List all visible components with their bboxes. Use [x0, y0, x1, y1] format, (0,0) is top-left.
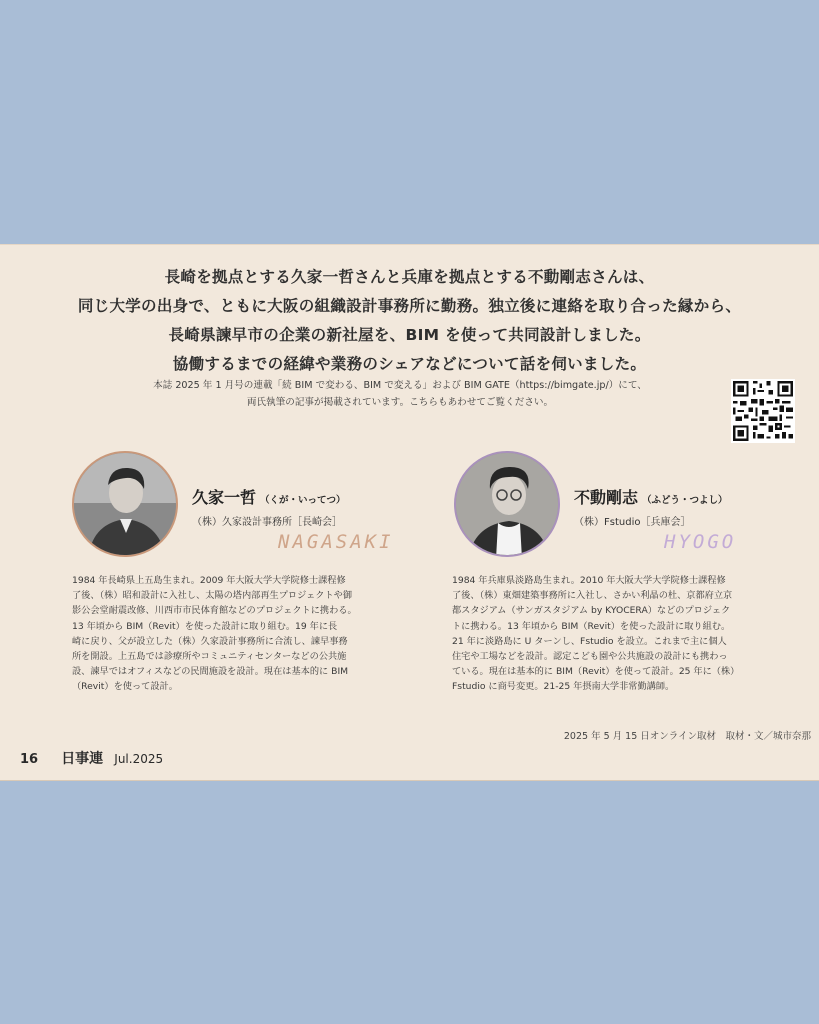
page-footer	[20, 748, 163, 768]
interview-credit: 2025 年 5 月 15 日オンライン取材 取材・文／城市奈那	[563, 731, 811, 742]
bio-line: 設、諫早ではオフィスなどの民間施設を設計。現在は基本的に BIM	[72, 666, 349, 678]
region-label: HYOGO	[664, 531, 737, 553]
name-reading: （ふどう・つよし）	[642, 495, 728, 506]
person-name: 久家一哲 （くが・いってつ）	[192, 488, 346, 507]
lead-line: 同じ大学の出身で、ともに大阪の組織設計事務所に勤務。独立後に連絡を取り合った縁から、	[77, 297, 742, 315]
person-name: 不動剛志 （ふどう・つよし）	[574, 488, 728, 507]
bio-line: 崎に戻り、父が設立した（株）久家設計事務所に合流し、諫早事務	[72, 635, 348, 647]
bio-line: 住宅や工場などを設計。認定こども園や公共施設の設計にも携わっ	[452, 651, 728, 663]
avatar	[72, 451, 178, 557]
lead-line: 長崎県諫早市の企業の新社屋を、BIM を使って共同設計しました。	[168, 326, 651, 344]
person-bio	[72, 573, 357, 695]
issue-date: Jul.2025	[114, 752, 164, 766]
bio-line: 13 年頃から BIM（Revit）を使った設計に取り組む。19 年に長	[72, 620, 338, 632]
person-bio	[452, 573, 739, 695]
editorial-note	[80, 377, 720, 411]
bio-line: 了後、（株）昭和設計に入社し、太陽の塔内部再生プロジェクトや御	[72, 590, 353, 602]
bio-line: （Revit）を使って設計。	[72, 681, 178, 693]
article-page	[0, 244, 819, 781]
affiliation: （株）久家設計事務所［長崎会］	[192, 517, 342, 528]
page-number: 16	[20, 752, 39, 767]
note-line: 両氏執筆の記事が掲載されています。こちらもあわせてご覧ください。	[246, 397, 554, 408]
bio-line: ている。現在は基本的に BIM（Revit）を使って設計。25 年に（株）	[452, 666, 740, 678]
bio-line: 都スタジアム（サンガスタジアム by KYOCERA）などのプロジェク	[452, 605, 731, 617]
bio-line: トに携わる。13 年頃から BIM（Revit）を使った設計に取り組む。	[452, 620, 731, 632]
region-label: NAGASAKI	[278, 531, 394, 553]
bio-line: 了後、（株）東畑建築事務所に入社し、さかい利晶の杜、京都府立京	[452, 590, 733, 602]
magazine-name: 日事連	[61, 751, 104, 767]
affiliation: （株）Fstudio［兵庫会］	[574, 517, 691, 528]
bio-line: 1984 年兵庫県淡路島生まれ。2010 年大阪大学大学院修士課程修	[452, 575, 726, 586]
lead-line: 協働するまでの経緯や業務のシェアなどについて話を伺いました。	[172, 355, 647, 373]
bio-line: Fstudio に商号変更。21-25 年摂南大学非常勤講師。	[452, 681, 675, 693]
lead-line: 長崎を拠点とする久家一哲さんと兵庫を拠点とする不動剛志さんは、	[164, 268, 655, 286]
bio-line: 21 年に淡路島に U ターンし、Fstudio を設立。これまで主に個人	[452, 635, 727, 647]
qr-code-icon[interactable]	[731, 379, 795, 443]
name-reading: （くが・いってつ）	[260, 495, 346, 506]
bio-line: 影公会堂耐震改修、川西市市民体育館などのプロジェクトに携わる。	[72, 605, 357, 617]
bio-line: 1984 年長崎県上五島生まれ。2009 年大阪大学大学院修士課程修	[72, 575, 346, 586]
note-line: 本誌 2025 年 1 月号の連載「続 BIM で変わる、BIM で変える」および BIM GATE（https://bimgate.jp/）にて、	[153, 380, 647, 391]
bio-line: 所を開設。上五島では診療所やコミュニティセンターなどの公共施	[72, 651, 347, 663]
lead-text	[40, 263, 779, 379]
avatar	[454, 451, 560, 557]
